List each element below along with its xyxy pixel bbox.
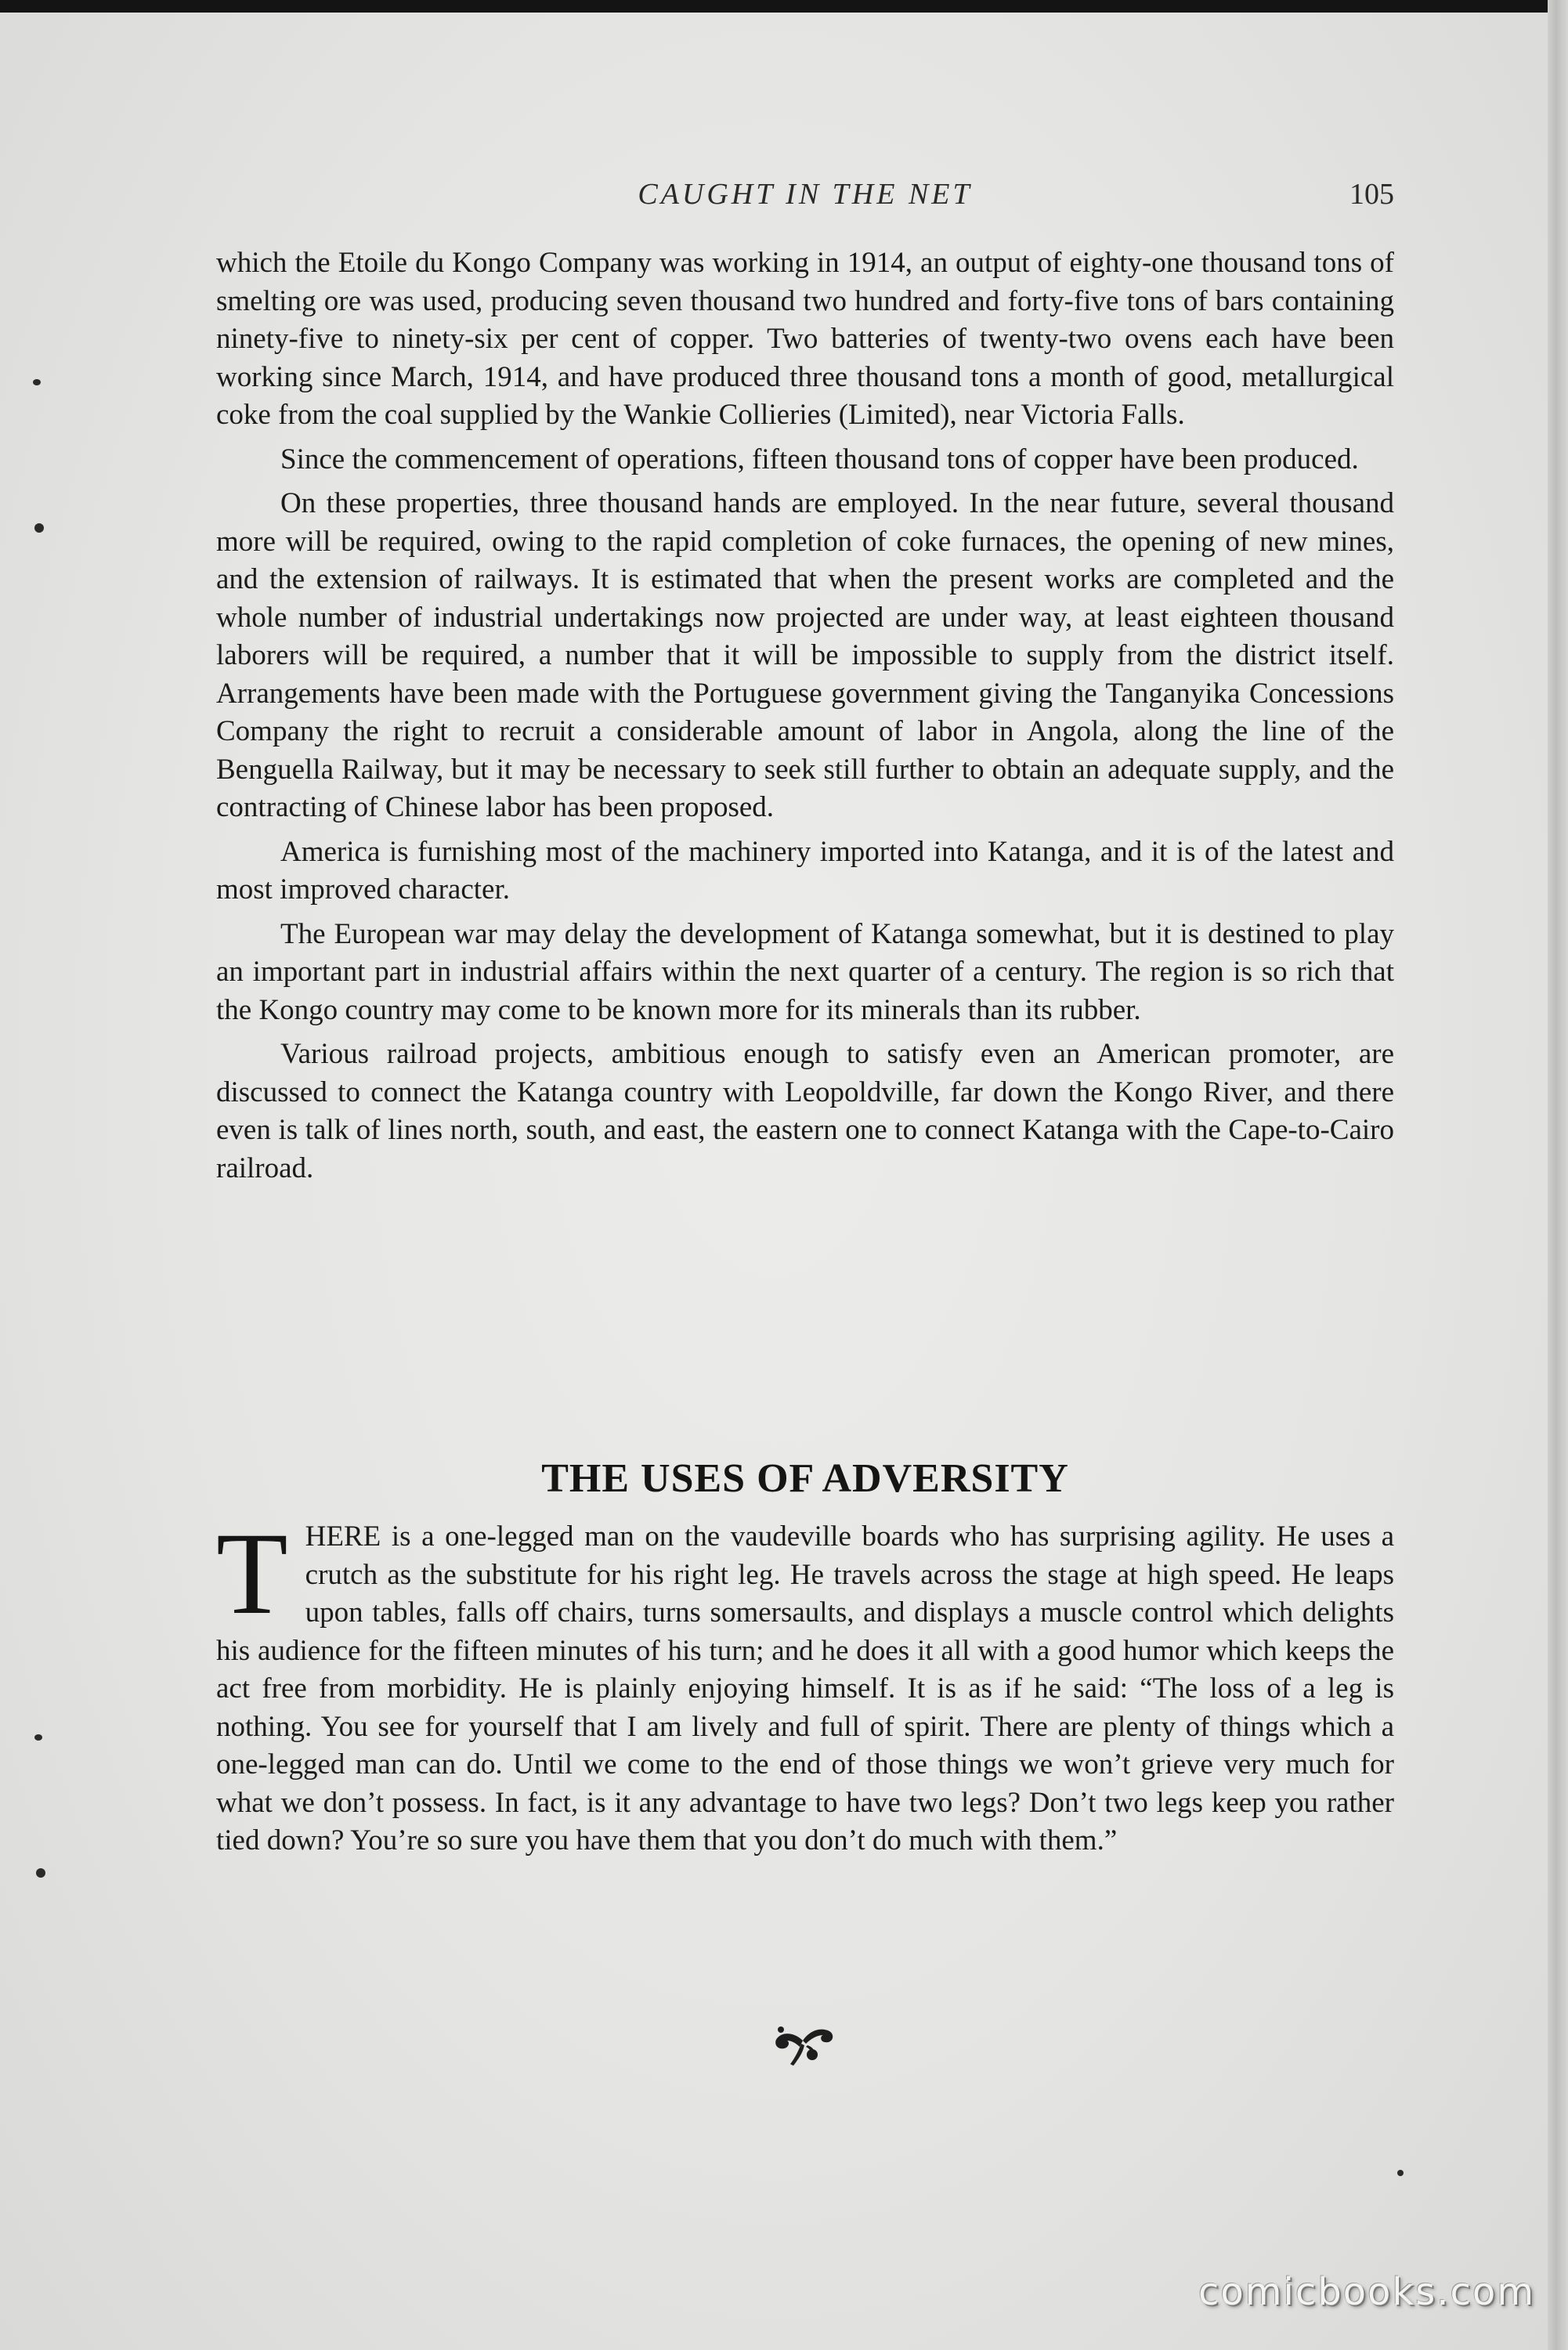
scan-right-edge [1548, 0, 1568, 2350]
drop-cap: T [216, 1509, 288, 1639]
paragraph [216, 1509, 1394, 1860]
paragraph: America is furnishing most of the machinery imported into Katanga, and it is of the latest and most improved character. [216, 835, 1394, 906]
watermark: comicbooks.com [1198, 2270, 1535, 2314]
binding-hole-mark [34, 1734, 42, 1741]
paragraph: Since the commencement of operations, fifteen thousand tons of copper have been produced. [280, 443, 1359, 475]
fleuron-icon [764, 2009, 842, 2072]
scan-top-edge [0, 0, 1568, 13]
paragraph: On these properties, three thousand hands are employed. In the near future, several thousand more will be required, owing to the rapid completion of coke furnaces, the opening of new mines, and the extension of railways. It is estimated that when the present works are completed and the whole number of industrial undertakings now projected are under way, at least eighteen thousand laborers will be required, a number that it will be impossible to supply from the district itself. Arrangements have been made with the Portuguese government giving the Tanganyika Concessions Company the right to recruit a considerable amount of labor in Angola, along the line of the Benguella Railway, but it may be necessary to seek still further to obtain an adequate supply, and the contracting of Chinese labor has been proposed. [216, 487, 1394, 823]
binding-hole-mark [36, 1868, 45, 1878]
paragraph-text: HERE is a one-legged man on the vaudeville boards who has surprising agility. He uses a crutch as the substitute for his right leg. He travels across the stage at high speed. He leaps upon tables, falls off chairs, turns somersaults, and displays a muscle control which delights his audience for the fifteen minutes of his turn; and he does it all with a good humor which keeps the act free from morbidity. He is plainly enjoying himself. It is as if he said: “The loss of a leg is nothing. You see for yourself that I am lively and full of spirit. There are plenty of things which a one-legged man can do. Until we come to the end of those things we won’t grieve very much for what we don’t possess. In fact, is it any advantage to have two legs? Don’t two legs keep you rather tied down? You’re so sure you have them that you don’t do much with them.” [216, 1520, 1394, 1856]
running-head [216, 177, 1394, 218]
running-title: CAUGHT IN THE NET [638, 178, 973, 211]
binding-hole-mark [33, 379, 41, 385]
article-caught-in-the-net [216, 244, 1394, 1194]
binding-hole-mark [1397, 2170, 1404, 2176]
section-heading: THE USES OF ADVERSITY [541, 1456, 1069, 1501]
page-number: 105 [1349, 178, 1394, 211]
paragraph: The European war may delay the development of Katanga somewhat, but it is destined to play an important part in industrial affairs within the next quarter of a century. The region is so rich that the Kongo country may come to be known more for its minerals than its rubber. [216, 917, 1394, 1026]
paragraph: which the Etoile du Kongo Company was working in 1914, an output of eighty-one thousand tons of smelting ore was used, producing seven thousand two hundred and forty-five tons of bars containing ninety-five to ninety-six per cent of copper. Two batteries of twenty-two ovens each have been working since March, 1914, and have produced three thousand tons a month of good, metallurgical coke from the coal supplied by the Wankie Collieries (Limited), near Victoria Falls. [216, 247, 1394, 431]
binding-hole-mark [34, 523, 44, 533]
article-uses-of-adversity [216, 1509, 1394, 1860]
paragraph: Various railroad projects, ambitious enough to satisfy even an American promoter, are discussed to connect the Katanga country with Leopoldville, far down the Kongo River, and there even is talk of lines north, south, and east, the eastern one to connect Katanga with the Cape-to-Cairo railroad. [216, 1038, 1394, 1184]
